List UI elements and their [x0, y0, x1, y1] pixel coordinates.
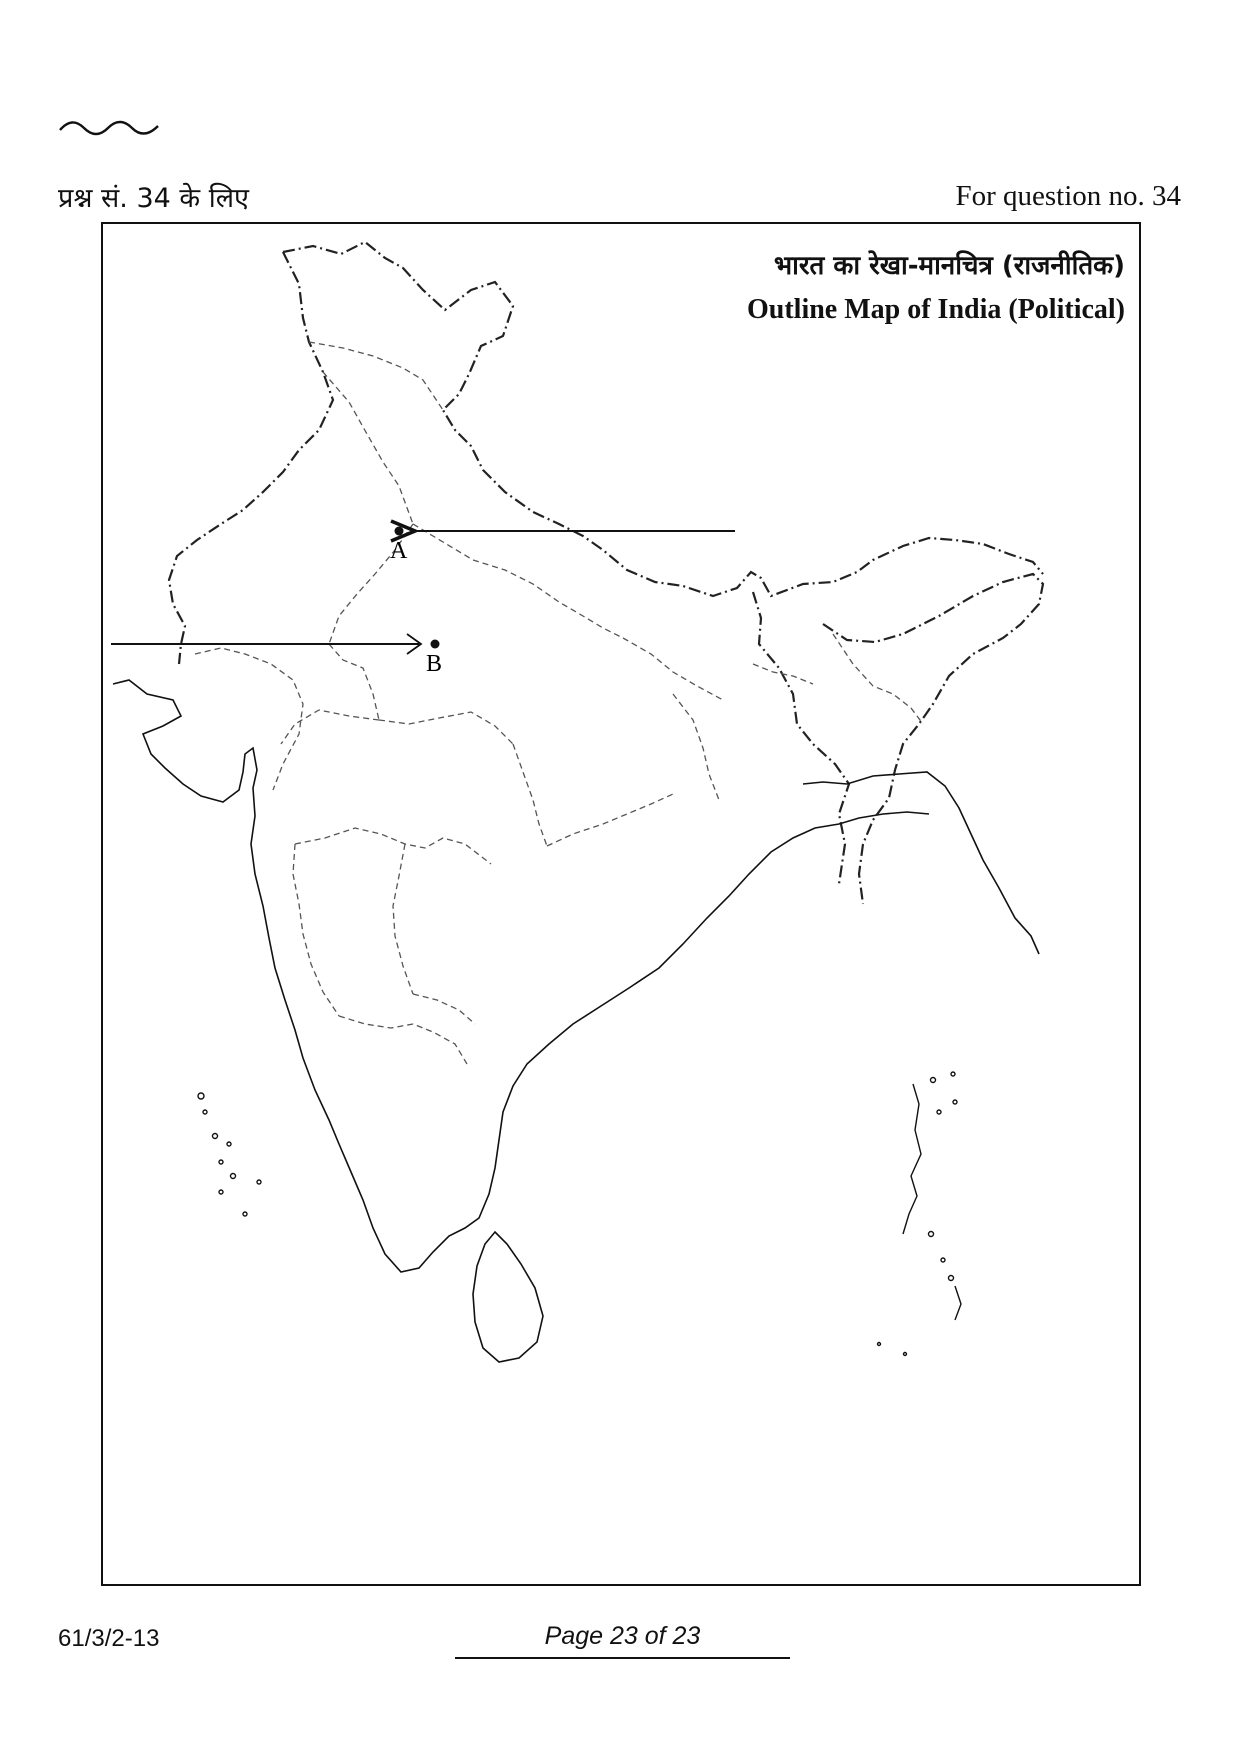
- question-label-hindi: प्रश्न सं. 34 के लिए: [58, 183, 249, 214]
- national-boundary-east: [753, 574, 1043, 904]
- marker-b-label: B: [426, 651, 443, 677]
- state-boundaries: [195, 342, 923, 1064]
- wavy-line-icon: [58, 112, 162, 142]
- national-boundary-west: [169, 252, 333, 664]
- page-number: Page 23 of 23: [455, 1622, 790, 1659]
- coastline-east: [803, 772, 1039, 954]
- lakshadweep-islands: [198, 1093, 261, 1216]
- marker-a-label: A: [390, 538, 408, 564]
- map-title-hindi: भारत का रेखा-मानचित्र (राजनीतिक): [773, 251, 1125, 281]
- dot-marker-icon: [395, 527, 404, 536]
- map-frame: [101, 222, 1141, 1586]
- dot-marker-icon: [431, 640, 440, 649]
- map-title-english: Outline Map of India (Political): [747, 294, 1125, 325]
- andaman-nicobar-islands: [878, 1072, 962, 1356]
- india-outline-map: [103, 224, 1139, 1584]
- sri-lanka-outline: [473, 1232, 543, 1362]
- coastline-west-south: [113, 680, 929, 1272]
- question-label-english: For question no. 34: [955, 180, 1181, 212]
- paper-code: 61/3/2-13: [58, 1625, 160, 1652]
